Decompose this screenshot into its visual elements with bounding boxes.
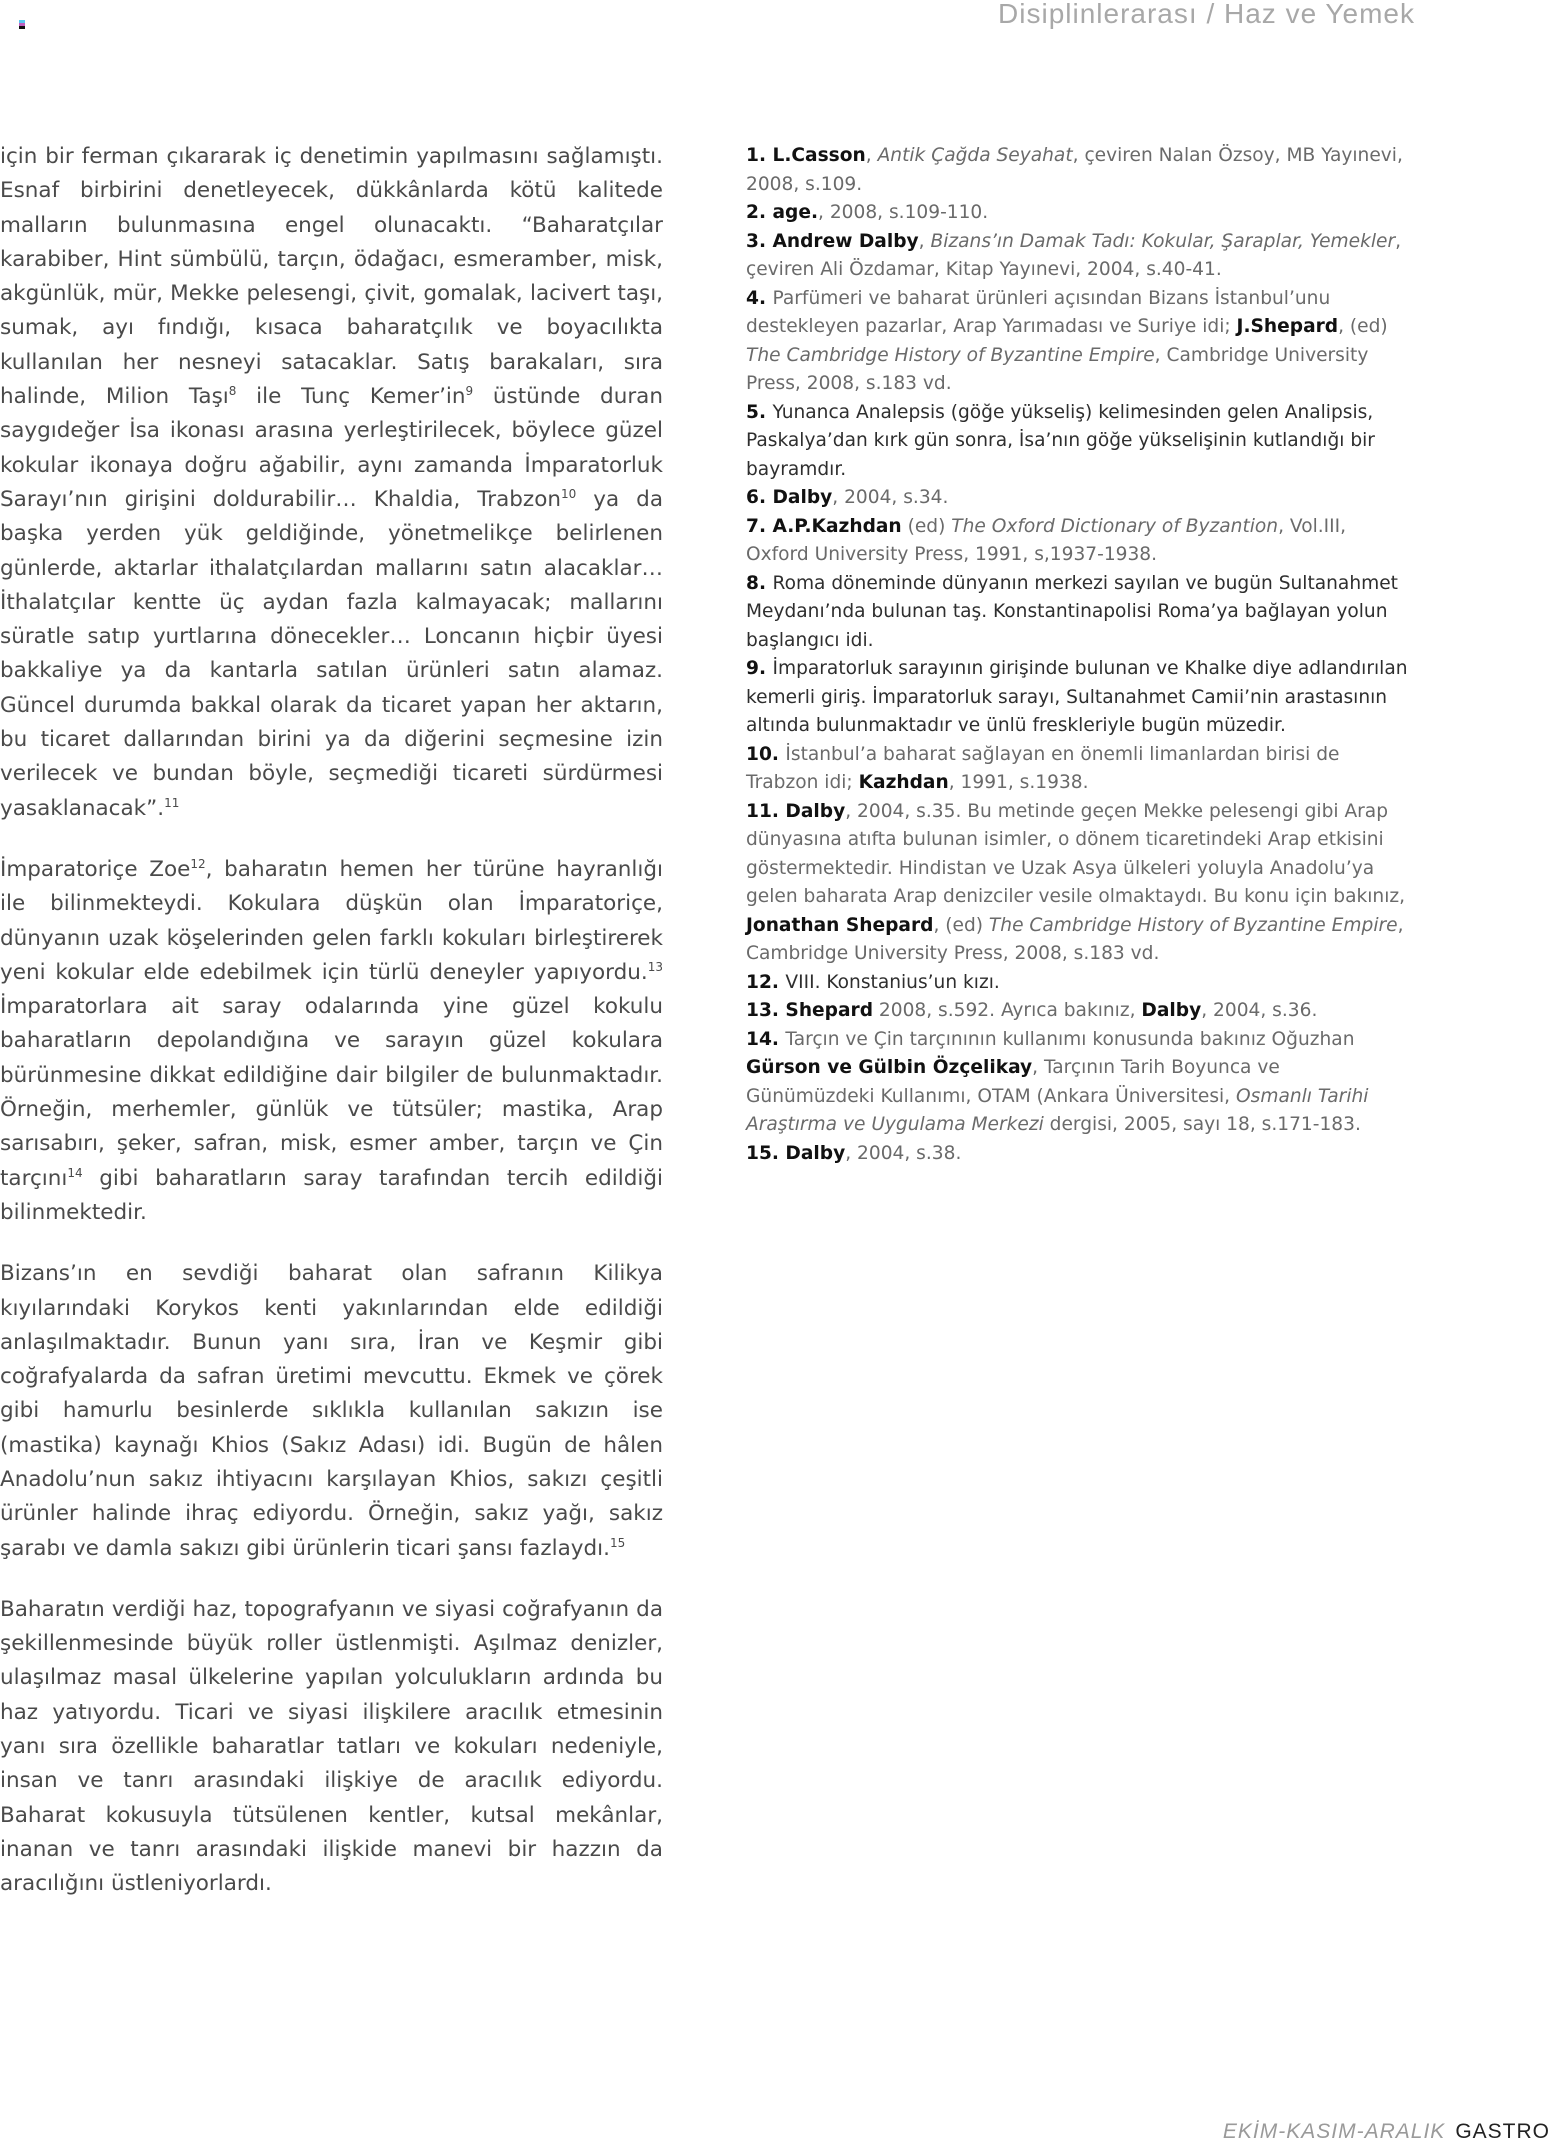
footnote-number: 9. bbox=[746, 658, 773, 679]
footnote-reference[interactable]: 11 bbox=[164, 795, 180, 810]
footnote-text: Yunanca Analepsis (göğe yükseliş) kelimesinden gelen Analipsis, Paskalya’dan kırk gün sonra, İsa’nın göğe yükselişinin kutlandığı bir bayramdır. bbox=[746, 401, 1375, 480]
paragraph-text: için bir ferman çıkararak iç denetimin yapılmasını sağlamıştı. Esnaf birbirini denetleyecek, dükkânlarda kötü kalitede malların bulunmasına engel olunacaktı. “Baharatçılar karabiber, Hint sümbülü, tarçın, ödağacı, esmeramber, misk, akgünlük, mür, Mekke pelesengi, çivit, gomalak, lacivert taşı, sumak, ayı fındığı, kısaca baharatçılık ve boyacılıkta kullanılan her nesneyi satacaklar. Satış barakaları, sıra halinde, Milion Taşı bbox=[0, 144, 663, 410]
footnote-text: , Cambridge University Press, 2008, s.183 vd. bbox=[746, 344, 1369, 394]
footnote-item bbox=[746, 997, 1411, 1026]
footnote-item bbox=[746, 399, 1411, 485]
footnote-item bbox=[746, 570, 1411, 656]
paragraph-text: , baharatın hemen her türüne hayranlığı ile bilinmekteydi. Kokulara düşkün olan İmparatoriçe, dünyanın uzak köşelerinden gelen farklı kokuları birleştirerek yeni kokular elde edebilmek için türlü deneyler yapıyordu. bbox=[0, 856, 663, 985]
running-header-title: Disiplinlerarası / Haz ve Yemek bbox=[998, 0, 1415, 29]
footnote-reference[interactable]: 15 bbox=[609, 1535, 626, 1550]
footnote-text: , çeviren Ali Özdamar, Kitap Yayınevi, 2004, s.40-41. bbox=[746, 230, 1402, 280]
page-footer bbox=[1223, 2120, 1550, 2144]
paragraph-text: ile Tunç Kemer’in bbox=[236, 384, 466, 410]
footnote-text: , Vol.III, Oxford University Press, 1991, s,1937-1938. bbox=[746, 515, 1347, 565]
footnote-text: , 2004, s.34. bbox=[832, 487, 949, 508]
footnote-author: age. bbox=[772, 202, 819, 223]
footnote-text: VIII. Konstanius’un kızı. bbox=[785, 971, 1000, 993]
footnote-author: L.Casson bbox=[772, 145, 866, 166]
footnote-number: 7. bbox=[746, 515, 773, 537]
footnote-item bbox=[746, 513, 1411, 570]
footnote-text: , Cambridge University Press, 2008, s.183 vd. bbox=[746, 914, 1404, 964]
footnote-title: Antik Çağda Seyahat bbox=[877, 145, 1073, 166]
footnote-number: 12. bbox=[746, 971, 786, 993]
footnote-reference[interactable]: 14 bbox=[67, 1165, 83, 1180]
issue-label: EKİM-KASIM-ARALIK bbox=[1222, 2120, 1446, 2143]
footnote-item bbox=[746, 969, 1411, 998]
footnote-text: Tarçın ve Çin tarçınının kullanımı konusunda bakınız Oğuzhan bbox=[785, 1028, 1355, 1050]
footnote-author: Dalby bbox=[1141, 1000, 1202, 1021]
footnote-item bbox=[746, 798, 1411, 969]
paragraph-text: Baharatın verdiği haz, topografyanın ve siyasi coğrafyanın da şekillenmesinde büyük roller üstlenmişti. Aşılmaz denizler, ulaşılmaz masal ülkelerine yapılan yolculukların ardında bu haz yatıyordu. Ticari ve siyasi ilişkilere aracılık etmesinin yanı sıra özellikle baharatlar tatları ve kokuları nedeniyle, insan ve tanrı arasındaki ilişkiye de aracılık ediyordu. Baharat kokusuyla tütsülenen kentler, kutsal mekânlar, inanan ve tanrı arasındaki ilişkide manevi bir hazzın da aracılığını üstleniyorlardı. bbox=[0, 1596, 663, 1897]
footnote-text: , 2004, s.38. bbox=[845, 1142, 962, 1164]
paragraph-text: Bizans’ın en sevdiği baharat olan safranın Kilikya kıyılarındaki Korykos kenti yakınlarından elde edildiği anlaşılmaktadır. Bunun yanı sıra, İran ve Keşmir gibi coğrafyalarda da safran üretimi mevcuttu. Ekmek ve çörek gibi hamurlu besinlerde sıklıkla kullanılan sakızın ise (mastika) kaynağı Khios (Sakız Adası) idi. Bugün de hâlen Anadolu’nun sakız ihtiyacını karşılayan Khios, sakızı çeşitli ürünler halinde ihraç ediyordu. Örneğin, sakız yağı, sakız şarabı ve damla sakızı gibi ürünlerin ticari şansı fazlaydı. bbox=[0, 1261, 663, 1561]
footnote-item bbox=[746, 1026, 1411, 1140]
footnote-reference[interactable]: 9 bbox=[465, 384, 474, 399]
paragraph-text: üstünde duran saygıdeğer İsa ikonası arasına yerleştirilecek, böylece güzel kokular ikonaya doğru ağabilir, aynı zamanda İmparatorluk Sarayı’nın girişini doldurabilir… Khaldia, Trabzon bbox=[0, 384, 663, 512]
footnote-author: A.P.Kazhdan bbox=[772, 515, 902, 537]
footnote-text: , bbox=[865, 145, 878, 166]
footnote-author: Kazhdan bbox=[858, 772, 949, 793]
footnote-item bbox=[746, 285, 1411, 399]
footnote-number: 13. bbox=[746, 1000, 786, 1021]
footnote-item bbox=[746, 655, 1411, 741]
footnote-author: Shepard bbox=[785, 1000, 873, 1021]
footnote-reference[interactable]: 13 bbox=[647, 959, 663, 974]
footnote-item bbox=[746, 142, 1411, 199]
body-paragraph bbox=[0, 140, 663, 826]
footnote-number: 14. bbox=[746, 1028, 786, 1050]
footnote-author: Gürson ve Gülbin Özçelikay bbox=[746, 1057, 1033, 1078]
footnote-number: 4. bbox=[746, 287, 773, 309]
footnote-number: 3. bbox=[746, 230, 773, 252]
footnote-author: Jonathan Shepard bbox=[746, 914, 934, 936]
footnote-number: 1. bbox=[746, 145, 773, 166]
footnote-number: 10. bbox=[746, 743, 786, 765]
paragraph-text: İmparatorlara ait saray odalarında yine güzel kokulu baharatların depolandığına ve sarayın güzel kokulara bürünmesine dikkat edildiğine dair bilgiler de bulunmaktadır. Örneğin, merhemler, günlük ve tütsüler; mastika, Arap sarısabırı, şeker, safran, misk, esmer amber, tarçın ve Çin tarçını bbox=[0, 994, 663, 1191]
article-body-column bbox=[0, 140, 663, 1929]
footnote-text: , 2008, s.109-110. bbox=[818, 202, 989, 223]
footnote-item bbox=[746, 199, 1411, 228]
footnote-text: dergisi, 2005, sayı 18, s.171-183. bbox=[1043, 1114, 1361, 1135]
footnote-text: , (ed) bbox=[933, 914, 989, 936]
footnote-item bbox=[746, 484, 1411, 513]
footnote-number: 11. bbox=[746, 800, 786, 822]
footnotes-column bbox=[746, 142, 1411, 1168]
footnote-author: Dalby bbox=[785, 800, 846, 822]
footnote-author: Dalby bbox=[785, 1142, 846, 1164]
paragraph-text: İmparatoriçe Zoe bbox=[0, 856, 191, 882]
footnote-number: 8. bbox=[746, 572, 773, 594]
body-paragraph bbox=[0, 1257, 663, 1566]
footnote-text: İstanbul’a baharat sağlayan en önemli limanlardan birisi de Trabzon idi; bbox=[746, 743, 1340, 793]
footnote-reference[interactable]: 10 bbox=[560, 486, 577, 501]
footnote-title: The Cambridge History of Byzantine Empire bbox=[988, 914, 1398, 936]
footnote-reference[interactable]: 12 bbox=[190, 856, 206, 871]
footnote-title: The Oxford Dictionary of Byzantion bbox=[951, 515, 1279, 537]
footnote-number: 6. bbox=[746, 487, 773, 508]
footnote-author: Andrew Dalby bbox=[772, 230, 919, 252]
magazine-name: GASTRO bbox=[1455, 2120, 1550, 2143]
footnote-text: , çeviren Nalan Özsoy, MB Yayınevi, 2008, s.109. bbox=[746, 145, 1403, 195]
footnote-text: İmparatorluk sarayının girişinde bulunan ve Khalke diye adlandırılan kemerli giriş. İmparatorluk sarayı, Sultanahmet Camii’nin arastasının altında bulunmaktadır ve ünlü freskleriyle bugün müzedir. bbox=[746, 658, 1408, 736]
footnote-text: , bbox=[918, 230, 931, 252]
footnote-text: 2008, s.592. Ayrıca bakınız, bbox=[873, 1000, 1142, 1021]
footnote-text: , Tarçının Tarih Boyunca ve Günümüzdeki Kullanımı, OTAM (Ankara Üniversitesi, bbox=[746, 1057, 1280, 1107]
footnote-reference[interactable]: 8 bbox=[228, 384, 237, 399]
body-paragraph bbox=[0, 1593, 663, 1902]
footnote-number: 5. bbox=[746, 401, 773, 423]
footnote-text: , 2004, s.36. bbox=[1201, 1000, 1318, 1021]
footnote-text: , 1991, s.1938. bbox=[948, 772, 1089, 793]
footnote-number: 15. bbox=[746, 1142, 786, 1164]
footnote-text: , (ed) bbox=[1338, 316, 1388, 337]
footnote-title: Osmanlı Tarihi Araştırma ve Uygulama Merkezi bbox=[746, 1085, 1369, 1135]
registration-mark-icon bbox=[19, 20, 25, 29]
paragraph-text: ya da başka yerden yük geldiğinde, yönetmelikçe belirlenen günlerde, aktarlar ithalatçılardan mallarını satın alacaklar… İthalatçılar kentte üç aydan fazla kalmayacak; mallarını süratle satıp yurtlarına dönecekler… Loncanın hiçbir üyesi bakkaliye ya da kantarla satılan ürünleri satın alamaz. Güncel durumda bakkal olarak da ticaret yapan her aktarın, bu ticaret dallarından birini ya da diğerini seçmesine izin verilecek ve bundan böyle, seçmediği ticareti sürdürmesi yasaklanacak”. bbox=[0, 486, 663, 821]
body-paragraph bbox=[0, 853, 663, 1230]
footnote-title: The Cambridge History of Byzantine Empire bbox=[746, 344, 1155, 366]
footnote-item bbox=[746, 228, 1411, 285]
footnote-item bbox=[746, 741, 1411, 798]
footnote-text: (ed) bbox=[901, 515, 952, 537]
footnote-title: Bizans’ın Damak Tadı: Kokular, Şaraplar, Yemekler bbox=[930, 230, 1396, 252]
footnote-author: Dalby bbox=[772, 487, 833, 508]
footnote-author: J.Shepard bbox=[1236, 316, 1339, 337]
footnote-text: , 2004, s.35. Bu metinde geçen Mekke pelesengi gibi Arap dünyasına atıfta bulunan isimler, o dönem ticaretindeki Arap etkisini göstermektedir. Hindistan ve Uzak Asya ülkeleri yoluyla Anadolu’ya gelen baharata Arap denizciler vesile olmaktaydı. Bu konu için bakınız, bbox=[746, 800, 1406, 907]
footnote-text: Roma döneminde dünyanın merkezi sayılan ve bugün Sultanahmet Meydanı’nda bulunan taş. Konstantinapolisi Roma’ya bağlayan yolun başlangıcı idi. bbox=[746, 572, 1398, 651]
footnote-item bbox=[746, 1140, 1411, 1169]
footnote-number: 2. bbox=[746, 202, 773, 223]
footnote-text: Parfümeri ve baharat ürünleri açısından Bizans İstanbul’unu destekleyen pazarlar, Arap Yarımadası ve Suriye idi; bbox=[746, 287, 1331, 337]
paragraph-text: gibi baharatların saray tarafından tercih edildiği bilinmektedir. bbox=[0, 1165, 663, 1225]
